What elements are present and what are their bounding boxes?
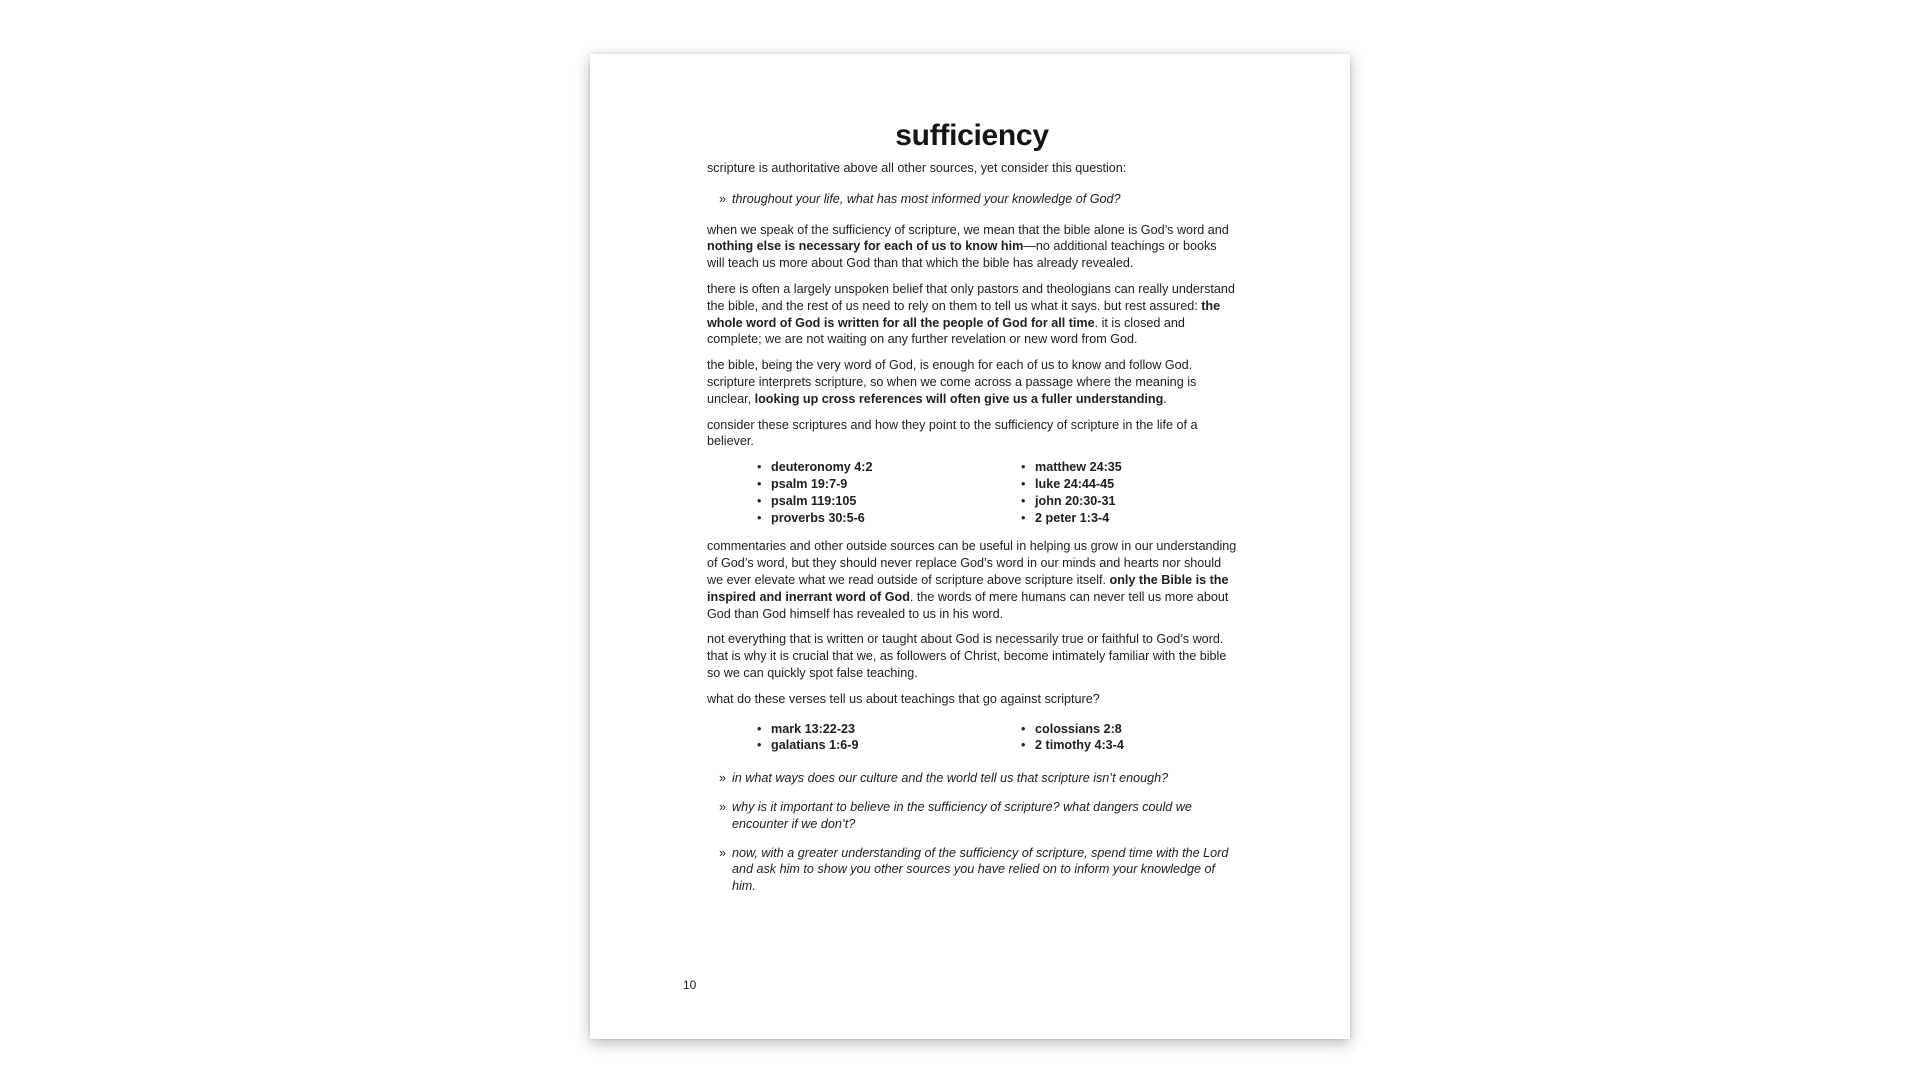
reference-text: deuteronomy 4:2 (771, 460, 873, 475)
bullet-icon: • (1021, 460, 1026, 475)
scripture-reference (757, 510, 1021, 527)
paragraph-text: the bible, being the very word of God, is enough for each of us to know and follow God. scripture interprets scripture, so when we come across a passage where the meaning is unclear, (707, 358, 1197, 406)
reference-text: matthew 24:35 (1035, 460, 1122, 475)
bullet-icon: • (757, 493, 762, 508)
body-paragraph: consider these scriptures and how they point to the sufficiency of scripture in the life of a believer. (707, 417, 1198, 449)
body-paragraph: not everything that is written or taught about God is necessarily true or faithful to God’s word. that is why it is crucial that we, as followers of Christ, become intimately familiar with the bible so we can quickly spot false teaching. (707, 632, 1227, 680)
bullet-icon: • (1021, 493, 1026, 508)
body-paragraph (707, 538, 1237, 622)
reflection-question (707, 770, 1237, 787)
body-paragraph (707, 222, 1237, 272)
emphasis-text: looking up cross references will often give us a fuller understanding (754, 391, 1164, 406)
bullet-icon: • (757, 510, 762, 525)
emphasis-text: nothing else is necessary for each of us to know him (707, 239, 1024, 254)
paragraph-text: . it is closed and complete; we are not waiting on any further revelation or new word from God. (707, 315, 1185, 347)
bullet-icon: • (1021, 721, 1026, 736)
intro-paragraph: scripture is authoritative above all other sources, yet consider this question: (707, 161, 1127, 175)
scripture-reference (757, 737, 1021, 754)
scripture-reference-list (707, 721, 1237, 755)
paragraph-text: commentaries and other outside sources can be useful in helping us grow in our understanding of God’s word, but they should never replace God’s word in our minds and hearts nor should we ever elevate what we read outside of scripture above scripture itself. (707, 539, 1237, 587)
reference-text: 2 peter 1:3-4 (1035, 510, 1110, 525)
reflection-question (707, 191, 1237, 208)
page-title: sufficiency (895, 119, 1049, 152)
bullet-icon: • (757, 738, 762, 753)
scripture-reference (1021, 459, 1221, 476)
question-text: why is it important to believe in the sufficiency of scripture? what dangers could we encounter if we don’t? (732, 799, 1192, 831)
reference-text: 2 timothy 4:3-4 (1035, 738, 1124, 753)
emphasis-text: the whole word of God is written for all the people of God for all time (707, 298, 1221, 330)
scripture-reference (757, 493, 1021, 510)
reflection-question (707, 799, 1237, 833)
bullet-icon: • (757, 476, 762, 491)
emphasis-text: only the Bible is the inspired and inerrant word of God (707, 572, 1229, 604)
scripture-reference (1021, 510, 1221, 527)
page-number: 10 (683, 978, 697, 992)
paragraph-text: . (1163, 391, 1167, 406)
bullet-icon: • (1021, 476, 1026, 491)
bullet-icon: • (1021, 510, 1026, 525)
question-marker-icon: » (719, 771, 727, 786)
paragraph-text: —no additional teachings or books will teach us more about God than that which the bible has already revealed. (707, 239, 1217, 271)
bullet-icon: • (1021, 738, 1026, 753)
reference-text: proverbs 30:5-6 (771, 510, 865, 525)
reference-text: galatians 1:6-9 (771, 738, 859, 753)
bullet-icon: • (757, 721, 762, 736)
reflection-question (707, 845, 1237, 895)
scripture-reference-list (707, 459, 1237, 526)
question-text: now, with a greater understanding of the sufficiency of scripture, spend time with the Lord and ask him to show you other sources you have relied on to inform your knowledge of him. (732, 845, 1229, 894)
reference-text: psalm 19:7-9 (771, 476, 848, 491)
bullet-icon: • (757, 460, 762, 475)
paragraph-text: . the words of mere humans can never tell us more about God than God himself has revealed to us in his word. (707, 589, 1229, 621)
reference-text: colossians 2:8 (1035, 721, 1122, 736)
page-content (707, 118, 1237, 907)
question-text: in what ways does our culture and the world tell us that scripture isn’t enough? (732, 771, 1169, 786)
question-marker-icon: » (719, 191, 727, 206)
paragraph-text: when we speak of the sufficiency of scripture, we mean that the bible alone is God’s word and (707, 222, 1229, 237)
question-marker-icon: » (719, 845, 727, 860)
reference-text: mark 13:22-23 (771, 721, 856, 736)
paragraph-text: there is often a largely unspoken belief that only pastors and theologians can really understand the bible, and the rest of us need to rely on them to tell us what it says. but rest assured: (707, 281, 1235, 313)
reference-text: psalm 119:105 (771, 493, 857, 508)
scripture-reference (757, 721, 1021, 738)
question-marker-icon: » (719, 799, 727, 814)
scripture-reference (1021, 721, 1221, 738)
body-paragraph (707, 281, 1237, 348)
reference-text: john 20:30-31 (1035, 493, 1116, 508)
reference-text: luke 24:44-45 (1035, 476, 1115, 491)
scripture-reference (757, 459, 1021, 476)
scripture-reference (1021, 737, 1221, 754)
question-text: throughout your life, what has most informed your knowledge of God? (732, 191, 1121, 206)
scripture-reference (757, 476, 1021, 493)
scripture-reference (1021, 493, 1221, 510)
scripture-reference (1021, 476, 1221, 493)
body-paragraph (707, 357, 1237, 407)
document-page (590, 54, 1350, 1039)
body-paragraph: what do these verses tell us about teachings that go against scripture? (707, 691, 1100, 706)
